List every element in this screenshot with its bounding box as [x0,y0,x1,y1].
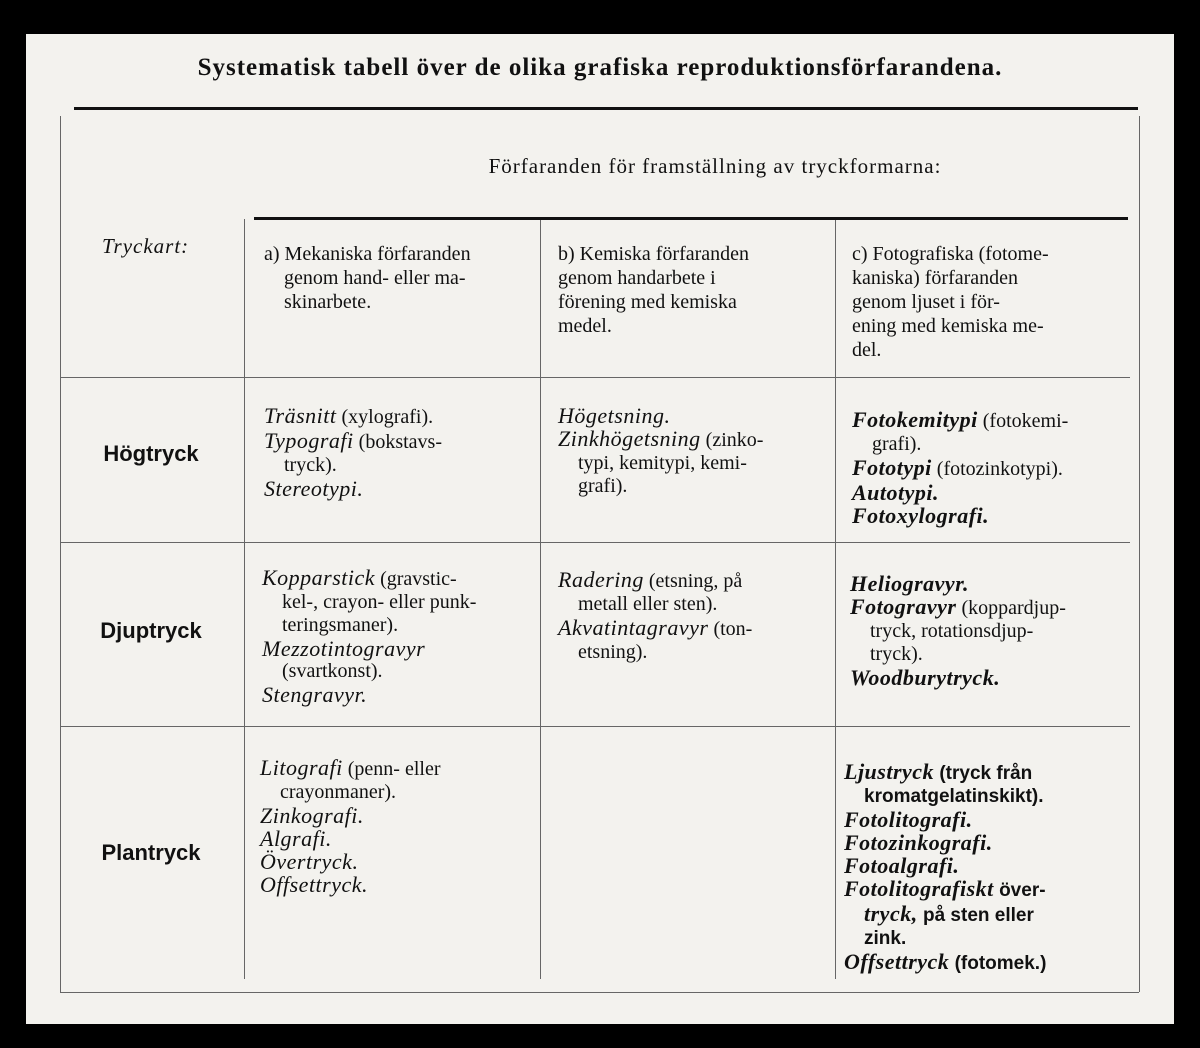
process-note: (koppardjup- [956,597,1066,619]
row-header-hogtryck: Högtryck [103,441,199,466]
process-term: Algrafi. [260,826,332,851]
slide-page [26,34,1174,1024]
column-header-a [264,242,529,314]
tryckart-label: Tryckart: [102,234,190,258]
header-line: genom hand- eller ma- [284,267,466,289]
process-note: kromatgelatinskikt). [864,786,1044,807]
process-note: zink. [864,928,907,949]
process-note: tryck). [284,454,337,476]
process-note: (svartkonst). [282,660,383,682]
header-line: ening med kemiska me- [852,315,1044,337]
process-note: etsning). [578,641,648,663]
column-header-b [558,242,823,338]
process-note: (penn- eller [342,758,441,780]
process-term: Autotypi. [852,480,940,505]
column-divider-2 [540,219,541,979]
header-line: genom ljuset i för- [852,291,1000,313]
process-term: Fotozinkografi. [844,830,993,855]
page-title: Systematisk tabell över de olika grafiska reproduktionsförfarandena. [197,54,1003,81]
process-note: (fotomek.) [949,953,1047,974]
row-header-djuptryck: Djuptryck [100,618,202,643]
process-note: (ton- [708,618,753,640]
process-term: tryck, [864,901,918,926]
process-term: Stereotypi. [264,476,364,501]
process-term: Offsettryck [844,949,950,974]
process-note: metall eller sten). [578,593,718,615]
cell-djuptryck-mekaniska [262,566,476,706]
process-term: Mezzotintogravyr [262,636,426,661]
process-note: (tryck från [934,763,1033,784]
process-note: (xylografi). [336,406,434,428]
process-note: (zinko- [700,429,764,451]
cell-plantryck-fotografiska [844,760,1046,975]
process-term: Litografi [260,755,343,780]
column-header-c [852,242,1122,362]
column-divider-3 [835,219,836,979]
process-term: Övertryck. [260,849,359,874]
row-header-plantryck: Plantryck [101,840,201,865]
process-term: Kopparstick [262,565,376,590]
process-note: (fotokemi- [977,410,1069,432]
header-line: del. [852,339,882,361]
cell-hogtryck-kemiska [558,404,763,498]
header-line: c) Fotografiska (fotome- [852,243,1049,265]
row-divider-2 [60,542,1130,543]
process-term: Fototypi [852,455,932,480]
process-term: Fotolitografiskt [844,876,994,901]
cell-plantryck-mekaniska [260,756,440,896]
process-term: Radering [558,567,644,592]
cell-hogtryck-fotografiska [852,408,1068,527]
process-term: Typografi [264,428,354,453]
process-term: Akvatintagravyr [558,615,709,640]
table-right-border [1139,116,1140,992]
caption-rule [254,217,1128,220]
process-note: (bokstavs- [353,431,442,453]
process-term: Offsettryck. [260,872,369,897]
header-line: skinarbete. [284,291,372,313]
process-term: Fotolitografi. [844,807,973,832]
process-note: grafi). [578,475,628,497]
process-note: (gravstic- [375,568,457,590]
process-term: Zinkhögetsning [558,426,701,451]
cell-hogtryck-mekaniska [264,404,442,500]
row-divider-3 [60,726,1130,727]
process-term: Woodburytryck. [850,665,1001,690]
process-term: Fotoalgrafi. [844,853,960,878]
process-note: på sten eller [917,905,1034,926]
process-note: (etsning, på [643,570,743,592]
process-term: Stengravyr. [262,682,368,707]
process-term: Träsnitt [264,403,337,428]
process-note: kel-, crayon- eller punk- [282,591,477,613]
process-term: Zinkografi. [260,803,364,828]
header-line: b) Kemiska förfaranden [558,243,750,265]
header-line: a) Mekaniska förfaranden [264,243,471,265]
process-term: Högetsning. [558,403,671,428]
process-note: tryck). [870,643,923,665]
process-term: Fotogravyr [850,594,957,619]
header-line: kaniska) förfaranden [852,267,1019,289]
row-divider-1 [60,377,1130,378]
header-line: genom handarbete i [558,267,716,289]
header-line: medel. [558,315,612,337]
process-term: Fotokemitypi [852,407,978,432]
process-note: grafi). [872,433,922,455]
header-line: förening med kemiska [558,291,737,313]
process-term: Fotoxylografi. [852,503,990,528]
column-group-caption: Förfaranden för framställning av tryckformarna: [488,154,942,178]
title-rule [74,107,1138,110]
process-note: över- [993,880,1046,901]
process-note: teringsmaner). [282,614,399,636]
cell-djuptryck-kemiska [558,568,752,664]
process-note: tryck, rotationsdjup- [870,620,1034,642]
cell-djuptryck-fotografiska [850,572,1066,689]
process-note: crayonmaner). [280,781,397,803]
process-term: Heliogravyr. [850,571,970,596]
process-note: (fotozinkotypi). [931,458,1063,480]
table-bottom-border [60,992,1139,993]
process-note: typi, kemitypi, kemi- [578,452,747,474]
process-term: Ljustryck [844,759,935,784]
